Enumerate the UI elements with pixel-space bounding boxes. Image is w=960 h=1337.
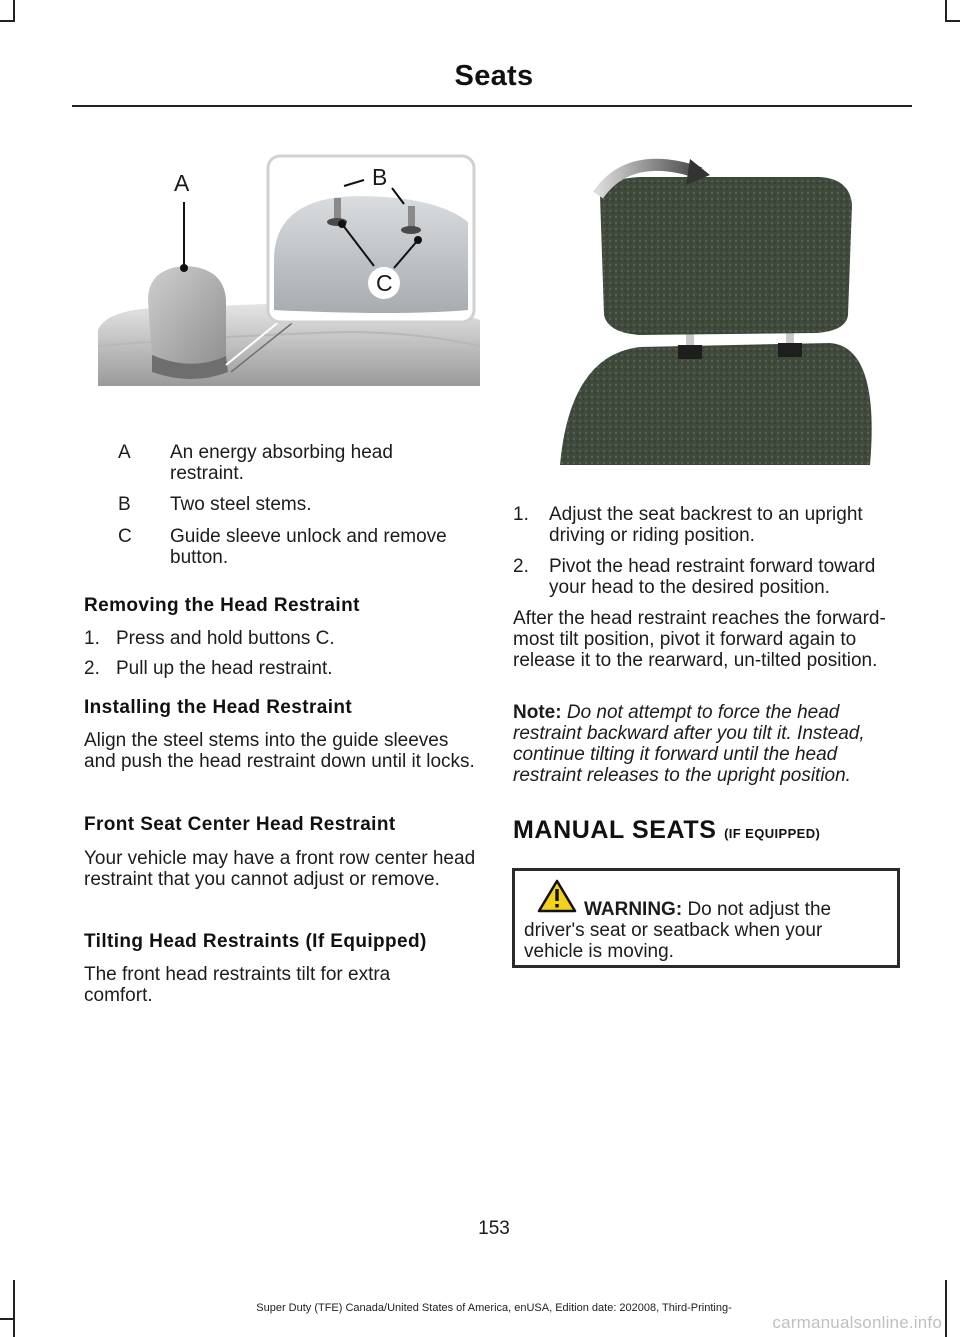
legend-letter-a: A <box>118 442 131 463</box>
step-text: Pivot the head restraint forward toward your head to the desired position. <box>549 556 876 598</box>
step-text: Adjust the seat backrest to an upright driving or riding position. <box>549 504 863 546</box>
warning-box <box>512 868 900 968</box>
removing-step-1 <box>84 628 484 650</box>
installing-heading: Installing the Head Restraint <box>84 697 353 718</box>
page-number: 153 <box>478 1218 510 1239</box>
warning-text <box>524 899 874 962</box>
front-center-text: Your vehicle may have a front row center head restraint that you cannot adjust or remove. <box>84 848 476 890</box>
callout-c-label: C <box>376 270 393 296</box>
tilting-text: The front head restraints tilt for extra comfort. <box>84 964 391 1006</box>
manual-seats-title: MANUAL SEATS <box>513 816 717 844</box>
tilting-head-restraint-illustration <box>560 155 910 465</box>
note-label: Note: <box>513 702 562 723</box>
step-text: Pull up the head restraint. <box>116 658 333 679</box>
watermark-link[interactable]: carmanualsonline.info <box>772 1313 942 1332</box>
warning-label: WARNING: <box>584 899 683 920</box>
page-title: Seats <box>454 60 534 92</box>
tilting-head-restraint-figure <box>560 155 910 465</box>
callout-a-label: A <box>174 170 190 196</box>
legend-text-b: Two steel stems. <box>170 494 312 515</box>
head-restraint-figure <box>96 150 480 390</box>
step-number: 2. <box>513 556 529 577</box>
note <box>513 702 903 786</box>
after-text: After the head restraint reaches the forward-most tilt position, pivot it forward again to release it to the rearward, un-tilted position. <box>513 608 886 671</box>
legend-letter-b: B <box>118 494 131 515</box>
note-text: Do not attempt to force the head restraint backward after you tilt it. Instead, continue tilting it forward until the head restraint releases to the upright position. <box>513 702 865 786</box>
crop-mark-top-right-v <box>945 0 947 22</box>
step-number: 1. <box>84 628 100 649</box>
removing-step-2 <box>84 658 484 680</box>
installing-text: Align the steel stems into the guide sleeves and push the head restraint down until it locks. <box>84 730 475 772</box>
crop-mark-top-left-h <box>0 20 15 22</box>
crop-mark-top-right-h <box>945 20 960 22</box>
tilting-heading: Tilting Head Restraints (If Equipped) <box>84 931 427 952</box>
header-rule <box>72 105 912 107</box>
callout-b-label: B <box>372 164 388 190</box>
warning-body: Do not adjust the driver's seat or seatback when your vehicle is moving. <box>524 899 832 962</box>
head-restraint-illustration <box>96 150 480 390</box>
legend-text-a: An energy absorbing head restraint. <box>170 442 393 484</box>
tilt-step-2 <box>513 556 908 600</box>
front-center-heading: Front Seat Center Head Restraint <box>84 814 396 835</box>
crop-mark-top-left-v <box>13 0 15 22</box>
step-number: 2. <box>84 658 100 679</box>
tilt-step-1 <box>513 504 908 548</box>
manual-seats-suffix: (IF EQUIPPED) <box>724 826 821 841</box>
manual-seats-heading <box>513 816 820 845</box>
legend-text-c: Guide sleeve unlock and remove button. <box>170 526 447 568</box>
removing-heading: Removing the Head Restraint <box>84 595 360 616</box>
edition-line: Super Duty (TFE) Canada/United States of America, enUSA, Edition date: 202008, Third-Printing- <box>256 1302 732 1314</box>
crop-mark-bottom-left-h <box>0 1318 15 1320</box>
step-number: 1. <box>513 504 529 525</box>
legend-letter-c: C <box>118 526 132 547</box>
step-text: Press and hold buttons C. <box>116 628 335 649</box>
